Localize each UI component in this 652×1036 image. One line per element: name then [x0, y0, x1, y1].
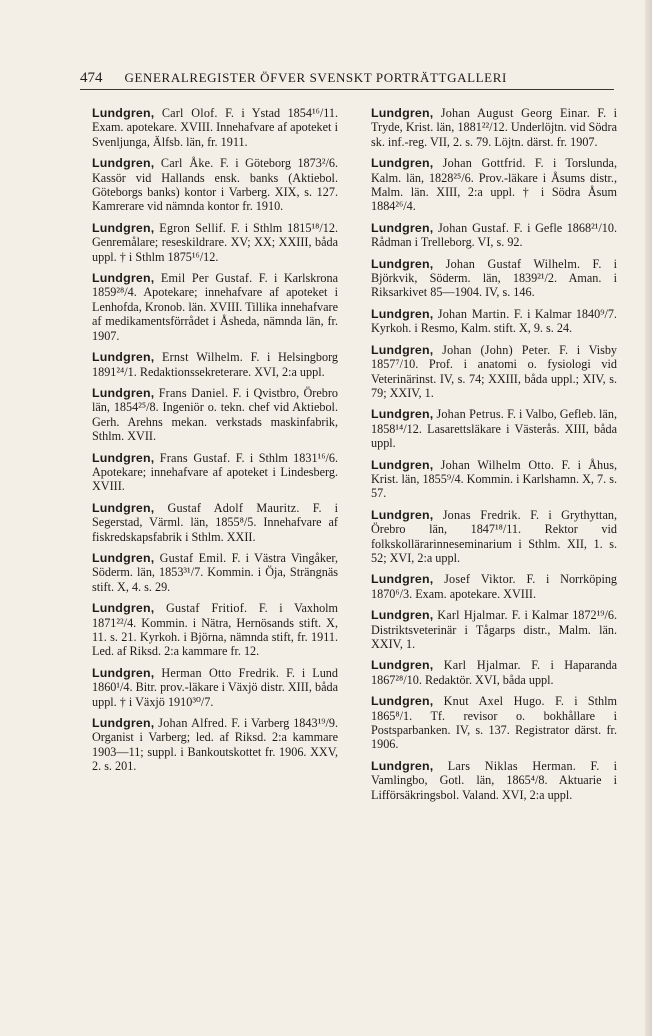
entry-details: F. i Segerstad, Värml. län, 1855⁸/5. Innehafvare af fiskredskapsfabrik i Sthlm. XXII.: [92, 500, 338, 544]
entry-surname: Lundgren,: [371, 758, 434, 773]
entry-details: F. i Sthlm 1831¹⁶/6. Apotekare; innehafvare af apoteket i Lindesberg. XVIII.: [92, 450, 338, 494]
entry-given-names: Karl Hjalmar.: [443, 658, 521, 673]
entry-given-names: Johan August Georg Einar.: [440, 106, 590, 120]
entry-details: F. i Visby 1857⁷/10. Prof. i anatomi o. fysiologi vid Veterinärinst. IV, s. 74; XXIII, båda uppl.; XIV, s. 79; XXIV, 1.: [371, 342, 618, 400]
entry-given-names: Frans Daniel.: [158, 385, 229, 400]
register-entry: [371, 759, 617, 802]
entry-surname: Lundgren,: [371, 220, 434, 235]
entry-given-names: Emil Per Gustaf.: [160, 271, 253, 286]
entry-given-names: Lars Niklas Herman.: [447, 758, 577, 773]
entry-details: F. i Haparanda 1867²⁸/10. Redaktör. XVI, båda uppl.: [371, 658, 618, 687]
entry-surname: Lundgren,: [371, 608, 434, 623]
entry-details: F. i Varberg 1843¹⁹/9. Organist i Varberg; led. af Riksd. 2:a kammare 1903—11; suppl. i Bankoutskottet fr. 1906. XXV, 2. s. 201.: [92, 716, 339, 774]
entry-details: F. i Qvistbro, Örebro län, 1854²⁵/8. Ingeniör o. tekn. chef vid Aktiebol. Gerh. Arehns mekan. verkstads maskinfabrik, Sthlm. XVII.: [92, 385, 339, 444]
entry-given-names: Knut Axel Hugo.: [443, 694, 545, 709]
entry-given-names: Johan (John) Peter.: [442, 342, 551, 357]
entry-given-names: Frans Gustaf.: [159, 450, 231, 465]
entry-details: F. i Torslunda, Kalm. län, 1828²⁵/6. Prov.-läkare i Åsums distr., Malm. län. XIII, 2:a uppl. † i Södra Åsum 1884²⁶/4.: [371, 156, 617, 214]
register-entry: [92, 501, 338, 544]
register-entry: [371, 608, 617, 651]
register-entry: [371, 458, 617, 501]
entry-surname: Lundgren,: [92, 665, 155, 680]
entry-given-names: Gustaf Adolf Mauritz.: [167, 500, 300, 515]
register-entry: [92, 601, 338, 659]
entry-details: F. i Kalmar 1872¹⁹/6. Distriktsveterinär i Tågarps distr., Malm. län. XXIV, 1.: [371, 608, 618, 651]
entry-surname: Lundgren,: [92, 271, 155, 286]
entry-details: F. i Norrköping 1870⁶/3. Exam. apotekare. XVIII.: [371, 572, 618, 601]
entry-details: F. i Gefle 1868²¹/10. Rådman i Trelleborg. VI, s. 92.: [371, 220, 618, 250]
entry-given-names: Johan Gustaf.: [437, 220, 510, 235]
entry-surname: Lundgren,: [92, 220, 155, 235]
register-entry: [92, 716, 338, 774]
entry-given-names: Jonas Fredrik.: [442, 507, 521, 522]
entry-details: F. i Åhus, Krist. län, 1855⁹/4. Kommin. i Karlshamn. X, 7. s. 57.: [371, 457, 618, 501]
entry-surname: Lundgren,: [92, 156, 155, 171]
register-entry: [92, 666, 338, 709]
entry-details: F. i Karlskrona 1859²⁸/4. Apotekare; innehafvare af apoteket i Lenhofda, Kronob. län. XVIII. Tillika innehafvare af medikamentsförrådet i Åsheda, nämnda län, fr. 1907.: [92, 271, 339, 343]
entry-details: F. i Tryde, Krist. län, 1881²²/12. Underlöjtn. vid Södra sk. inf.-reg. VII, 2. s. 79. Löjtn. därst. fr. 1907.: [371, 106, 618, 149]
entry-details: F. i Göteborg 1873²/6. Kassör vid Hallands ensk. banks (Aktiebol. Göteborgs banks) kontor i Varberg. XIX, s. 127. Kamrerare vid nämnda kontor fr. 1910.: [92, 156, 339, 214]
register-entry: [92, 451, 338, 494]
register-entry: [92, 386, 338, 444]
left-column: [92, 106, 338, 781]
entry-given-names: Ernst Wilhelm.: [161, 350, 244, 365]
entry-given-names: Johan Alfred.: [158, 716, 228, 731]
register-entry: [371, 407, 617, 450]
page-number: 474: [80, 70, 103, 86]
entry-details: F. i Vamlingbo, Gotl. län, 1865⁴/8. Aktuarie i Lifförsäkringsbol. Valand. XVI, 2:a uppl.: [371, 758, 618, 802]
page-edge: [645, 0, 652, 1036]
entry-surname: Lundgren,: [92, 106, 155, 120]
entry-details: F. i Sthlm 1815¹⁸/12. Genremålare; reseskildrare. XV; XX; XXIII, båda uppl. † i Sthlm 1875¹⁶/12.: [92, 220, 338, 264]
entry-details: F. i Kalmar 1840⁹/7. Kyrkoh. i Resmo, Kalm. stift. X, 9. s. 24.: [371, 306, 617, 336]
entry-details: F. i Helsingborg 1891²⁴/1. Redaktionssekreterare. XVI, 2:a uppl.: [92, 350, 339, 379]
entry-surname: Lundgren,: [371, 658, 434, 673]
entry-surname: Lundgren,: [371, 407, 434, 422]
entry-details: F. i Ystad 1854¹⁶/11. Exam. apotekare. XVIII. Innehafvare af apoteket i Svenljunga, Älfsb. län, fr. 1911.: [92, 106, 339, 149]
entry-surname: Lundgren,: [371, 694, 434, 709]
register-entry: [92, 106, 338, 149]
entry-surname: Lundgren,: [371, 256, 434, 271]
entry-details: F. i Sthlm 1865⁸/1. Tf. revisor o. bokhållare i Postsparbanken. IV, s. 137. Registrator därst. fr. 1906.: [371, 694, 618, 752]
entry-surname: Lundgren,: [92, 385, 155, 400]
entry-given-names: Gustaf Fritiof.: [165, 601, 248, 616]
register-entry: [371, 343, 617, 401]
entry-surname: Lundgren,: [371, 457, 434, 472]
entry-given-names: Josef Viktor.: [444, 572, 516, 587]
register-entry: [92, 221, 338, 264]
entry-given-names: Johan Petrus.: [436, 407, 505, 422]
entry-details: F. i Lund 1860¹/4. Bitr. prov.-läkare i Växjö distr. XIII, båda uppl. † i Växjö 1910³⁰/7.: [92, 665, 338, 709]
entry-given-names: Johan Wilhelm Otto.: [440, 457, 555, 472]
entry-surname: Lundgren,: [371, 106, 434, 120]
right-column: [371, 106, 617, 809]
entry-surname: Lundgren,: [92, 450, 155, 465]
entry-given-names: Carl Åke.: [160, 156, 214, 171]
register-entry: [371, 572, 617, 601]
entry-given-names: Johan Gustaf Wilhelm.: [445, 256, 581, 271]
register-entry: [371, 156, 617, 214]
register-entry: [371, 658, 617, 687]
header-title: GENERALREGISTER ÖFVER SVENSKT PORTRÄTTGALLERI: [124, 70, 507, 85]
entry-given-names: Johan Gottfrid.: [442, 156, 526, 171]
entry-given-names: Carl Olof.: [161, 106, 218, 120]
register-entry: [92, 271, 338, 343]
register-entry: [371, 508, 617, 566]
entry-details: F. i Björkvik, Söderm. län, 1839²¹/2. Aman. i Riksarkivet 85—1904. IV, s. 146.: [371, 256, 618, 300]
entry-surname: Lundgren,: [371, 342, 434, 357]
entry-surname: Lundgren,: [92, 350, 155, 365]
register-entry: [371, 257, 617, 300]
register-entry: [371, 307, 617, 336]
entry-details: F. i Vaxholm 1871²²/4. Kommin. i Nätra, Hernösands stift. X, 11. s. 21. Kyrkoh. i Björna, nämnda stift, fr. 1911. Led. af Riksd. 2:a kammare fr. 12.: [92, 601, 339, 659]
register-entry: [92, 156, 338, 214]
running-header: [80, 70, 614, 90]
entry-surname: Lundgren,: [371, 572, 434, 587]
entry-surname: Lundgren,: [92, 500, 155, 515]
entry-details: F. i Västra Vingåker, Söderm. län, 1853³¹/7. Kommin. i Öja, Strängnäs stift. X, 4. s. 29.: [92, 550, 338, 594]
register-entry: [371, 694, 617, 752]
entry-details: F. i Grythyttan, Örebro län, 1847¹⁸/11. Rektor vid folkskollärarinneseminarium i Sthlm. XII, 1. s. 52; XVI, 2:a uppl.: [371, 507, 617, 565]
entry-given-names: Karl Hjalmar.: [437, 608, 508, 623]
entry-surname: Lundgren,: [371, 507, 434, 522]
entry-surname: Lundgren,: [371, 306, 434, 321]
entry-given-names: Herman Otto Fredrik.: [161, 665, 280, 680]
entry-given-names: Gustaf Emil.: [159, 550, 227, 565]
entry-surname: Lundgren,: [92, 601, 155, 616]
entry-given-names: Johan Martin.: [437, 306, 510, 321]
register-entry: [92, 551, 338, 594]
entry-surname: Lundgren,: [371, 156, 434, 171]
entry-surname: Lundgren,: [92, 716, 155, 731]
entry-surname: Lundgren,: [92, 550, 155, 565]
entry-details: F. i Valbo, Gefleb. län, 1858¹⁴/12. Lasarettsläkare i Västerås. XIII, båda uppl.: [371, 407, 617, 451]
entry-given-names: Egron Sellif.: [159, 220, 227, 235]
register-entry: [92, 350, 338, 379]
register-entry: [371, 221, 617, 250]
register-entry: [371, 106, 617, 149]
